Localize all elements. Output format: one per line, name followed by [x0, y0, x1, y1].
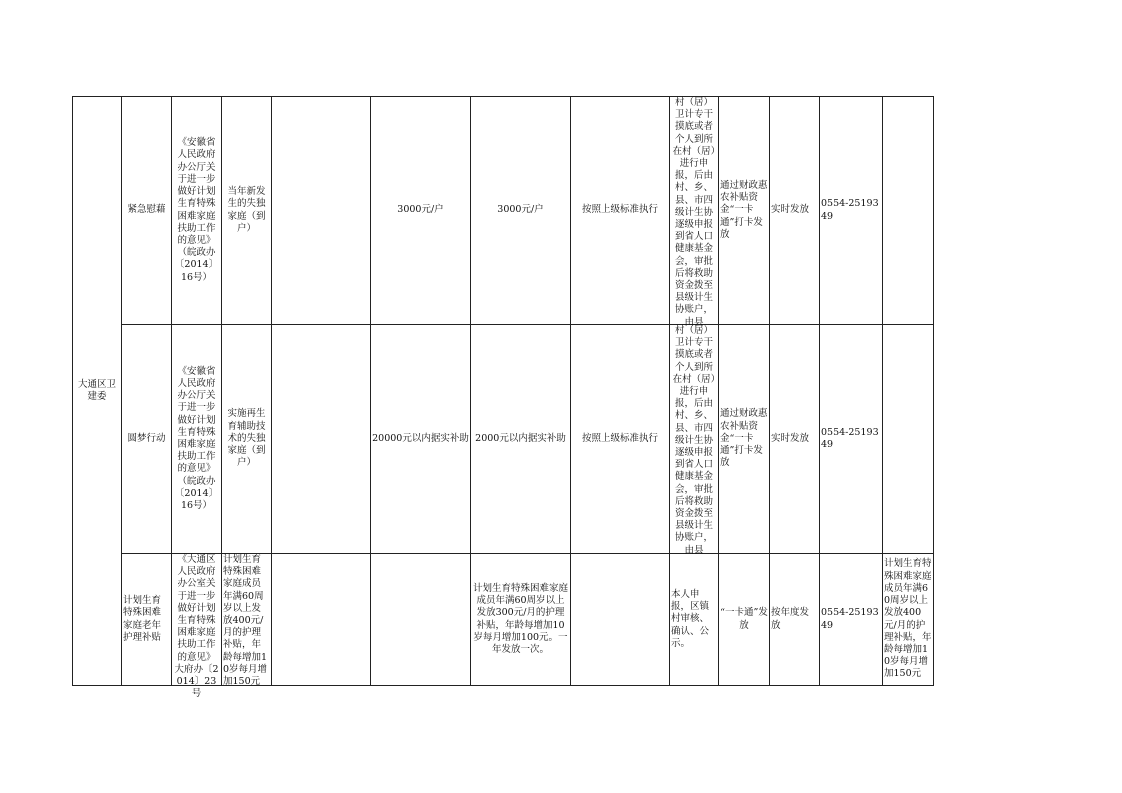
timing-cell — [770, 97, 820, 325]
contact-phone: 0554-2519349 — [821, 426, 879, 450]
standard-a-cell — [371, 325, 471, 554]
contact-phone: 0554-2519349 — [821, 198, 879, 222]
standard-a-cell — [371, 554, 471, 686]
procedure-cell — [670, 325, 719, 554]
payment-method: 通过财政惠农补贴资金“一卡通”打卡发放 — [720, 408, 768, 469]
target-text: 当年新发生的失独家庭（到户） — [227, 186, 266, 234]
table-row — [73, 97, 934, 325]
timing-cell — [770, 554, 820, 686]
policy-basis-cell — [172, 554, 222, 700]
payment-cell — [719, 325, 770, 554]
procedure-cell — [670, 97, 719, 328]
standard-b-cell — [471, 554, 571, 686]
payment-cell — [719, 554, 770, 686]
timing-cell — [770, 325, 820, 554]
payment-method: 通过财政惠农补贴资金“一卡通”打卡发放 — [720, 179, 768, 240]
policy-basis: 《安徽省人民政府办公厅关于进一步做好计划生育特殊困难家庭扶助工作的意见》（皖政办〔2014〕16号） — [174, 365, 219, 512]
execution-text: 按照上级标准执行 — [581, 204, 658, 216]
target-cell — [222, 97, 272, 325]
procedure-cell — [670, 554, 719, 686]
standard-b: 计划生育特殊困难家庭成员年满60周岁以上发放300元/月的护理补贴，年龄每增加10岁每月增加100元。一年发放一次。 — [472, 582, 568, 655]
policy-basis: 《大通区人民政府办公室关于进一步做好计划生育特殊困难家庭扶助工作的意见》大府办〔2014〕23号 — [174, 554, 219, 700]
standard-b: 2000元以内据实补助 — [475, 432, 566, 444]
policy-basis: 《安徽省人民政府办公厅关于进一步做好计划生育特殊困难家庭扶助工作的意见》（皖政办〔2014〕16号） — [174, 137, 219, 283]
table-row — [73, 325, 934, 554]
empty-cell — [272, 554, 371, 686]
contact-phone: 0554-2519349 — [821, 607, 879, 631]
empty-cell — [272, 97, 371, 325]
policy-table — [72, 96, 934, 700]
empty-cell — [272, 325, 371, 554]
phone-cell — [820, 554, 883, 686]
target-cell — [222, 554, 272, 686]
policy-basis-cell — [172, 325, 222, 554]
payment-timing: 按年度发放 — [771, 607, 810, 631]
standard-b-cell — [471, 325, 571, 554]
execution-text: 按照上级标准执行 — [581, 432, 658, 444]
execution-cell — [571, 554, 670, 686]
procedure-text: 本人申报，区镇村审核、确认、公示。 — [671, 588, 710, 649]
remark-cell — [883, 325, 934, 554]
execution-cell — [571, 325, 670, 554]
phone-cell — [820, 325, 883, 554]
standard-a: 3000元/户 — [397, 204, 444, 216]
procedure-text: 村（居）卫计专干摸底或者个人到所在村（居）进行申报，后由村、乡、县、市四级计生协逐级申报到省人口健康基金会，审批后将救助资金拨至县级计生协账户，由县 — [672, 325, 716, 556]
payment-method: “一卡通”发放 — [720, 607, 768, 631]
department-cell — [73, 97, 122, 686]
payment-timing: 实时发放 — [771, 204, 810, 216]
target-text: 实施再生育辅助技术的失独家庭（到户） — [227, 408, 266, 469]
project-name: 紧急慰藉 — [127, 204, 166, 216]
execution-cell — [571, 97, 670, 325]
remark-text: 计划生育特殊困难家庭成员年满60周岁以上发放400元/月的护理补贴，年龄每增加10岁每月增加150元 — [884, 558, 932, 680]
standard-a-cell — [371, 97, 471, 325]
table-row — [73, 554, 934, 686]
standard-a: 20000元以内据实补助 — [372, 432, 469, 444]
project-name-cell — [122, 554, 172, 686]
phone-cell — [820, 97, 883, 325]
project-name: 圆梦行动 — [127, 432, 166, 444]
project-name-cell — [122, 97, 172, 325]
target-text: 计划生育特殊困难家庭成员年满60周岁以上发放400元/月的护理补贴，年龄每增加10岁每月增加150元 — [223, 554, 268, 688]
payment-cell — [719, 97, 770, 325]
target-cell — [222, 325, 272, 554]
standard-b: 3000元/户 — [497, 204, 544, 216]
procedure-text: 村（居）卫计专干摸底或者个人到所在村（居）进行申报，后由村、乡、县、市四级计生协逐级申报到省人口健康基金会，审批后将救助资金拨至县级计生协账户，由县 — [672, 97, 716, 328]
policy-basis-cell — [172, 97, 222, 325]
project-name-cell — [122, 325, 172, 554]
standard-b-cell — [471, 97, 571, 325]
remark-cell — [883, 554, 934, 686]
department-label: 大通区卫建委 — [77, 378, 116, 402]
project-name: 计划生育特殊困难家庭老年护理补贴 — [123, 595, 162, 643]
payment-timing: 实时发放 — [771, 432, 810, 444]
remark-cell — [883, 97, 934, 325]
